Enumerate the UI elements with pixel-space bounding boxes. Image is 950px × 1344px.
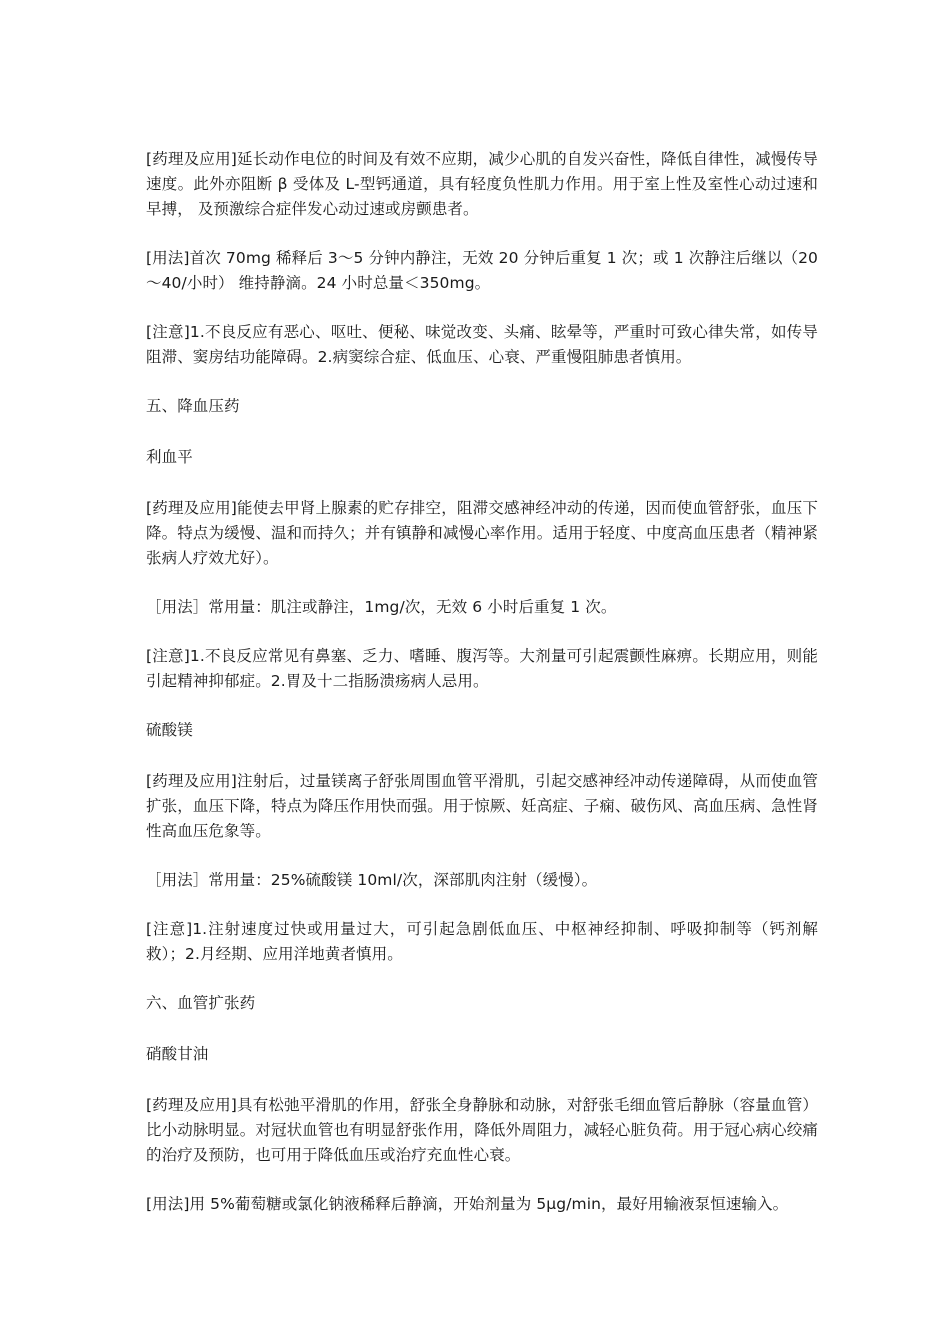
drug-name-nitroglycerin: 硝酸甘油 xyxy=(146,1045,209,1063)
paragraph-nitroglycerin-usage: [用法]用 5%葡萄糖或氯化钠液稀释后静滴，开始剂量为 5μg/min，最好用输液泵恒速输入。 xyxy=(146,1195,789,1213)
section-heading-vasodilators: 六、血管扩张药 xyxy=(146,994,256,1012)
paragraph-magnesium-pharmacology: [药理及应用]注射后，过量镁离子舒张周围血管平滑肌，引起交感神经冲动传递障碍，从而使血管扩张，血压下降，特点为降压作用快而强。用于惊厥、妊高症、子痫、破伤风、高血压病、急性肾性高血压危象等。 xyxy=(146,772,818,840)
document-body xyxy=(146,147,818,1241)
paragraph-nitroglycerin-pharmacology: [药理及应用]具有松弛平滑肌的作用，舒张全身静脉和动脉，对舒张毛细血管后静脉（容量血管）比小动脉明显。对冠状血管也有明显舒张作用，降低外周阻力，减轻心脏负荷。用于冠心病心绞痛的治疗及预防，也可用于降低血压或治疗充血性心衰。 xyxy=(146,1096,818,1164)
paragraph-amiodarone-pharmacology: [药理及应用]延长动作电位的时间及有效不应期，减少心肌的自发兴奋性，降低自律性，减慢传导速度。此外亦阻断 β 受体及 L-型钙通道，具有轻度负性肌力作用。用于室上性及室性心动过速和早搏， 及预激综合症伴发心动过速或房颤患者。 xyxy=(146,150,818,218)
paragraph-reserpine-caution: [注意]1.不良反应常见有鼻塞、乏力、嗜睡、腹泻等。大剂量可引起震颤性麻痹。长期应用，则能引起精神抑郁症。2.胃及十二指肠溃疡病人忌用。 xyxy=(146,647,818,690)
paragraph-magnesium-usage: ［用法］常用量：25%硫酸镁 10ml/次，深部肌肉注射（缓慢）。 xyxy=(146,871,598,889)
paragraph-reserpine-pharmacology: [药理及应用]能使去甲肾上腺素的贮存排空，阻滞交感神经冲动的传递，因而使血管舒张，血压下降。特点为缓慢、温和而持久；并有镇静和减慢心率作用。适用于轻度、中度高血压患者（精神紧张病人疗效尤好）。 xyxy=(146,499,818,567)
drug-name-magnesium-sulfate: 硫酸镁 xyxy=(146,721,193,739)
paragraph-reserpine-usage: ［用法］常用量：肌注或静注，1mg/次，无效 6 小时后重复 1 次。 xyxy=(146,598,617,616)
drug-name-reserpine: 利血平 xyxy=(146,448,193,466)
section-heading-antihypertensives: 五、降血压药 xyxy=(146,397,240,415)
paragraph-magnesium-caution: [注意]1.注射速度过快或用量过大，可引起急剧低血压、中枢神经抑制、呼吸抑制等（钙剂解救）；2.月经期、应用洋地黄者慎用。 xyxy=(146,920,818,963)
paragraph-amiodarone-usage: [用法]首次 70mg 稀释后 3～5 分钟内静注，无效 20 分钟后重复 1 次；或 1 次静注后继以（20～40/小时） 维持静滴。24 小时总量＜350mg。 xyxy=(146,249,818,292)
paragraph-amiodarone-caution: [注意]1.不良反应有恶心、呕吐、便秘、味觉改变、头痛、眩晕等，严重时可致心律失常，如传导阻滞、窦房结功能障碍。2.病窦综合症、低血压、心衰、严重慢阻肺患者慎用。 xyxy=(146,323,818,366)
